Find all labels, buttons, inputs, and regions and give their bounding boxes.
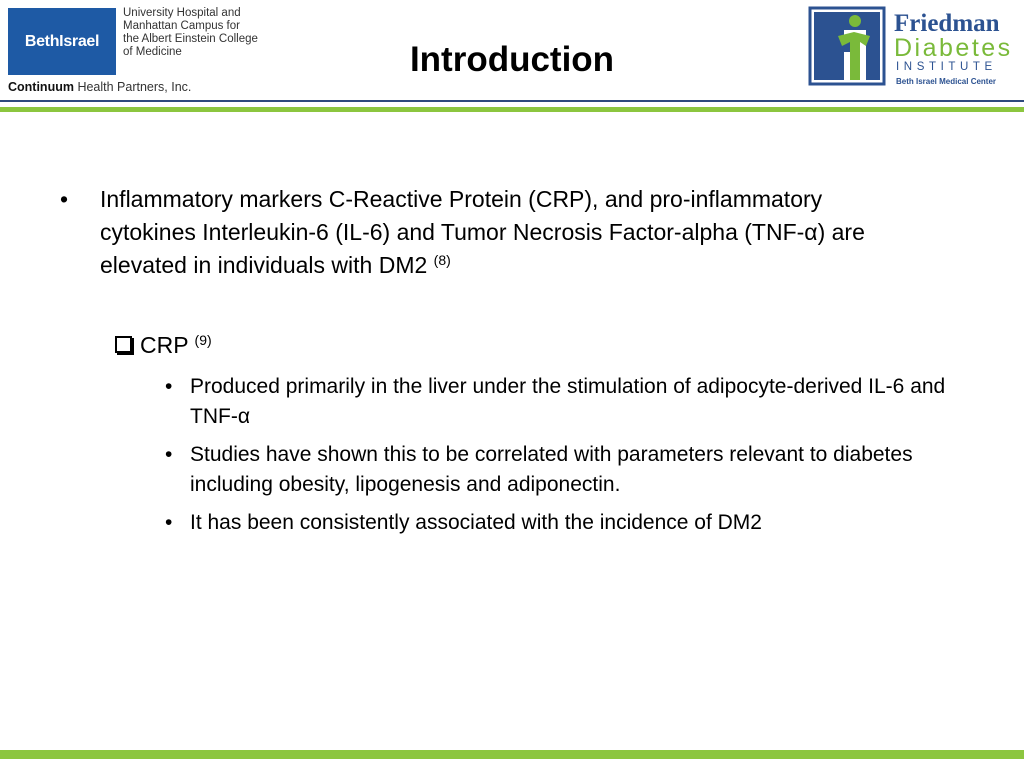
diabetes-wordmark: Diabetes — [894, 34, 1013, 62]
affiliation-line: the Albert Einstein College — [123, 33, 258, 45]
affiliation-line: of Medicine — [123, 46, 182, 58]
crp-subheading — [115, 330, 212, 360]
main-bullet-text-b: ) are elevated in individuals with DM2 — [100, 219, 865, 278]
list-item-text: Studies have shown this to be correlated with parameters relevant to diabetes including obesity, lipogenesis and adiponectin. — [190, 443, 913, 496]
beth-israel-badge: BethIsrael — [8, 8, 116, 75]
affiliation-line: University Hospital and — [123, 7, 241, 19]
crp-bullet-list — [165, 372, 955, 546]
friedman-diabetes-logo — [808, 6, 1024, 92]
slide-title: Introduction — [409, 40, 615, 79]
friedman-wordmark: Friedman — [894, 10, 1000, 37]
list-item-text — [190, 372, 955, 432]
bullet-marker: • — [165, 375, 173, 398]
list-item — [165, 372, 955, 432]
beth-israel-affiliation — [123, 7, 258, 59]
reference-9: (9) — [194, 332, 212, 348]
footer-rule-green — [0, 750, 1024, 759]
bullet-marker: • — [165, 443, 173, 466]
friedman-logo-icon — [808, 6, 886, 86]
main-bullet — [60, 183, 910, 282]
continuum-rest: Health Partners, Inc. — [73, 80, 192, 94]
medical-center-label: Beth Israel Medical Center — [896, 77, 997, 86]
continuum-name: Continuum — [8, 80, 74, 94]
affiliation-line: Manhattan Campus for — [123, 20, 240, 32]
crp-label: CRP — [140, 332, 195, 358]
reference-8: (8) — [433, 252, 451, 268]
main-bullet-text-a: Inflammatory markers C-Reactive Protein (CRP), and pro-inflammatory cytokines Interleukin-6 (IL-6) and Tumor Necrosis Factor-alpha (TNF- — [100, 186, 823, 245]
header-rule-blue — [0, 100, 1024, 102]
list-item-text: It has been consistently associated with the incidence of DM2 — [190, 511, 762, 534]
institute-wordmark: INSTITUTE — [896, 61, 997, 73]
checkbox-bullet-icon — [115, 336, 132, 353]
alpha-symbol: α — [237, 405, 250, 428]
beth-israel-logo — [0, 0, 258, 100]
list-item-text-a: Produced primarily in the liver under the stimulation of adipocyte-derived IL-6 and TNF- — [190, 375, 946, 428]
header-rule-green — [0, 107, 1024, 112]
list-item — [165, 508, 955, 538]
continuum-tagline — [8, 80, 191, 94]
bullet-marker: • — [165, 511, 173, 534]
list-item — [165, 440, 955, 500]
bullet-marker: • — [60, 186, 69, 212]
main-bullet-text — [100, 183, 910, 282]
alpha-symbol: α — [804, 219, 818, 245]
